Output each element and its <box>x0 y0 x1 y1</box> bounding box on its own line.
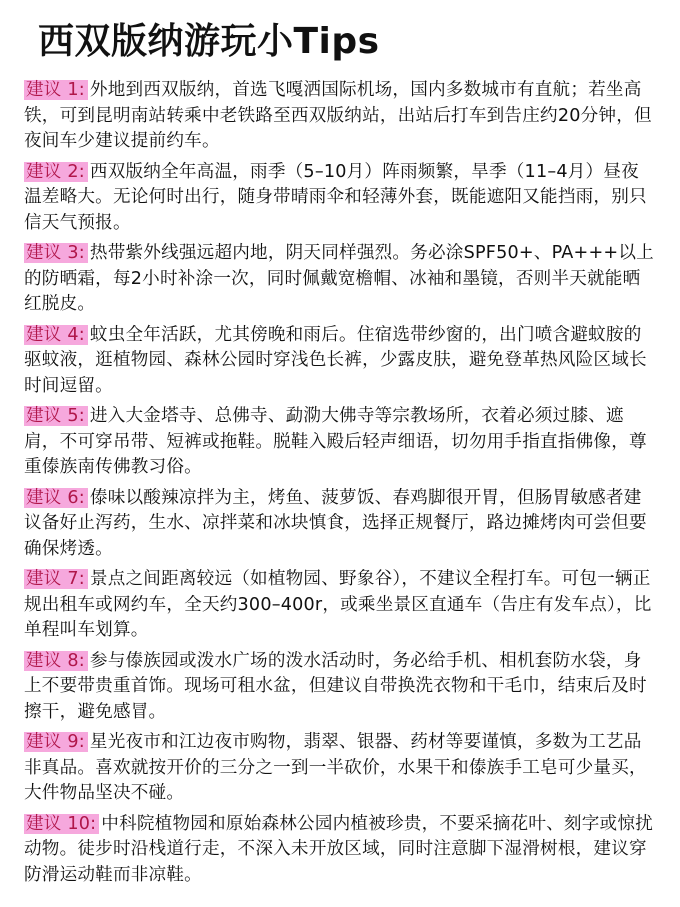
tip-label: 建议 7: <box>24 569 88 589</box>
tip-text: 景点之间距离较远（如植物园、野象谷），不建议全程打车。可包一辆正规出租车或网约车，全天约300–400r，或乘坐景区直通车（告庄有发车点），比单程叫车划算。 <box>24 569 652 640</box>
page-title: 西双版纳游玩小Tips <box>38 21 380 62</box>
tip-item-1 <box>24 78 656 155</box>
tip-text: 星光夜市和江边夜市购物，翡翠、银器、药材等要谨慎，多数为工艺品非真品。喜欢就按开价的三分之一到一半砍价，水果干和傣族手工皂可少量买，大件物品坚决不碰。 <box>24 732 647 803</box>
tip-text: 傣味以酸辣凉拌为主，烤鱼、菠萝饭、春鸡脚很开胃，但肠胃敏感者建议备好止泻药，生水、凉拌菜和冰块慎食，选择正规餐厅，路边摊烤肉可尝但要确保烤透。 <box>24 487 647 559</box>
tip-text: 蚊虫全年活跃，尤其傍晚和雨后。住宿选带纱窗的，出门喷含避蚊胺的驱蚊液，逛植物园、森林公园时穿浅色长裤，少露皮肤，避免登革热风险区域长时间逗留。 <box>24 324 647 396</box>
tip-item-9 <box>24 730 656 807</box>
tip-label: 建议 10: <box>24 814 99 834</box>
tip-label: 建议 2: <box>24 162 88 182</box>
tip-label: 建议 1: <box>24 80 88 100</box>
tip-label: 建议 5: <box>24 406 88 426</box>
tip-label: 建议 4: <box>24 325 88 345</box>
tip-text: 热带紫外线强远超内地，阴天同样强烈。务必涂SPF50+、PA+++以上的防晒霜，每2小时补涂一次，同时佩戴宽檐帽、冰袖和墨镜，否则半天就能晒红脱皮。 <box>24 243 654 314</box>
tip-item-8 <box>24 649 656 726</box>
tip-item-3 <box>24 241 656 318</box>
tip-text: 参与傣族园或泼水广场的泼水活动时，务必给手机、相机套防水袋，身上不要带贵重首饰。现场可租水盆，但建议自带换洗衣物和干毛巾，结束后及时擦干，避免感冒。 <box>24 650 647 722</box>
tip-label: 建议 8: <box>24 651 88 671</box>
tip-label: 建议 3: <box>24 243 88 263</box>
tip-item-4 <box>24 323 656 400</box>
tip-label: 建议 9: <box>24 732 88 752</box>
tip-item-6 <box>24 486 656 563</box>
tip-item-7 <box>24 567 656 644</box>
tip-text: 中科院植物园和原始森林公园内植被珍贵，不要采摘花叶、刻字或惊扰动物。徒步时沿栈道行走，不深入未开放区域，同时注意脚下湿滑树根，建议穿防滑运动鞋而非凉鞋。 <box>24 813 653 885</box>
tip-text: 外地到西双版纳，首选飞嘎洒国际机场，国内多数城市有直航；若坐高铁，可到昆明南站转乘中老铁路至西双版纳站，出站后打车到告庄约20分钟，但夜间车少建议提前约车。 <box>24 80 652 151</box>
tip-label: 建议 6: <box>24 488 88 508</box>
tip-item-2 <box>24 160 656 237</box>
tip-item-10 <box>24 812 656 889</box>
tips-list <box>24 78 656 888</box>
tip-text: 进入大金塔寺、总佛寺、勐泐大佛寺等宗教场所，衣着必须过膝、遮肩，不可穿吊带、短裤或拖鞋。脱鞋入殿后轻声细语，切勿用手指直指佛像，尊重傣族南传佛教习俗。 <box>24 406 647 477</box>
tip-text: 西双版纳全年高温，雨季（5–10月）阵雨频繁，旱季（11–4月）昼夜温差略大。无论何时出行，随身带晴雨伞和轻薄外套，既能遮阳又能挡雨，别只信天气预报。 <box>24 161 647 233</box>
tip-item-5 <box>24 404 656 481</box>
